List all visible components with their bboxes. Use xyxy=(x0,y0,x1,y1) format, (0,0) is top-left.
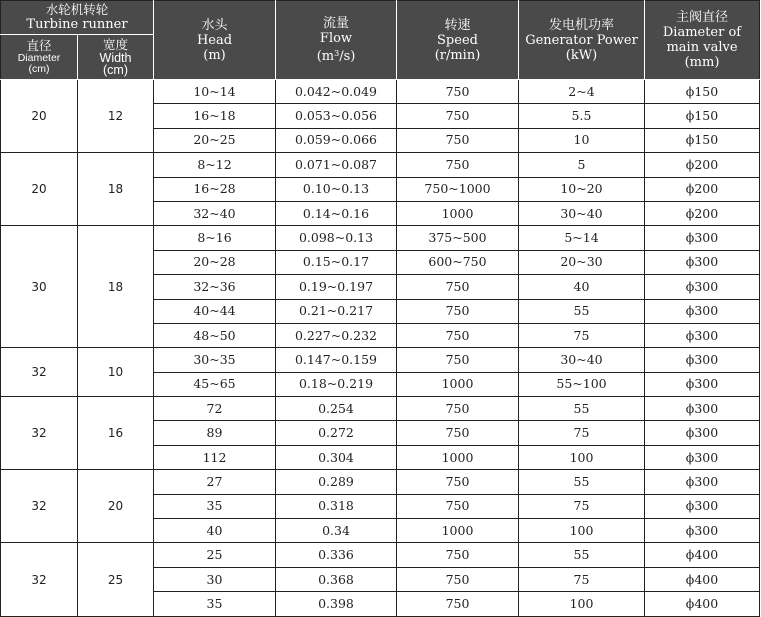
valve-cell: ϕ300 xyxy=(645,470,760,494)
flow-cell: 0.042~0.049 xyxy=(276,80,397,104)
header-flow-unit-post: /s) xyxy=(339,49,356,64)
valve-cell: ϕ200 xyxy=(645,153,760,177)
speed-cell: 750 xyxy=(397,567,519,591)
head-cell: 16~18 xyxy=(154,104,276,128)
valve-cell: ϕ150 xyxy=(645,128,760,152)
runner-width-cell: 12 xyxy=(78,80,154,153)
power-cell: 40 xyxy=(519,275,645,299)
speed-cell: 750 xyxy=(397,275,519,299)
table-row xyxy=(1,80,760,104)
head-cell: 10~14 xyxy=(154,80,276,104)
runner-width-cell: 10 xyxy=(78,348,154,397)
runner-width-cell: 18 xyxy=(78,226,154,348)
flow-cell: 0.289 xyxy=(276,470,397,494)
flow-cell: 0.18~0.219 xyxy=(276,372,397,396)
speed-cell: 750 xyxy=(397,397,519,421)
runner-width-cell: 25 xyxy=(78,543,154,616)
table-row xyxy=(1,543,760,567)
head-cell: 40~44 xyxy=(154,299,276,323)
header-power-zh: 发电机功率 xyxy=(548,17,614,33)
flow-cell: 0.14~0.16 xyxy=(276,201,397,225)
flow-cell: 0.071~0.087 xyxy=(276,153,397,177)
runner-width-cell: 16 xyxy=(78,397,154,470)
header-head-unit: (m) xyxy=(203,47,226,63)
runner-diameter-cell: 32 xyxy=(1,348,78,397)
flow-cell: 0.272 xyxy=(276,421,397,445)
power-cell: 20~30 xyxy=(519,250,645,274)
head-cell: 30~35 xyxy=(154,348,276,372)
valve-cell: ϕ400 xyxy=(645,592,760,616)
header-runner-zh: 水轮机转轮 xyxy=(45,2,109,17)
runner-width-cell: 20 xyxy=(78,470,154,543)
power-cell: 5 xyxy=(519,153,645,177)
header-diameter xyxy=(1,35,78,80)
speed-cell: 750 xyxy=(397,494,519,518)
power-cell: 55 xyxy=(519,470,645,494)
header-head xyxy=(154,1,276,80)
head-cell: 45~65 xyxy=(154,372,276,396)
header-width-unit: (cm) xyxy=(103,63,128,77)
power-cell: 30~40 xyxy=(519,201,645,225)
head-cell: 20~25 xyxy=(154,128,276,152)
header-power-en: Generator Power xyxy=(525,32,638,48)
header-flow xyxy=(276,1,397,80)
header-speed-en: Speed xyxy=(437,32,478,48)
head-cell: 35 xyxy=(154,494,276,518)
header-speed xyxy=(397,1,519,80)
flow-cell: 0.368 xyxy=(276,567,397,591)
runner-diameter-cell: 32 xyxy=(1,397,78,470)
head-cell: 48~50 xyxy=(154,323,276,347)
valve-cell: ϕ300 xyxy=(645,494,760,518)
header-speed-zh: 转速 xyxy=(444,17,471,33)
valve-cell: ϕ300 xyxy=(645,275,760,299)
speed-cell: 1000 xyxy=(397,445,519,469)
table-row xyxy=(1,153,760,177)
power-cell: 100 xyxy=(519,445,645,469)
power-cell: 55 xyxy=(519,397,645,421)
header-diameter-zh: 直径 xyxy=(26,38,52,53)
header-flow-en: Flow xyxy=(319,31,353,46)
speed-cell: 750 xyxy=(397,80,519,104)
header-flow-unit xyxy=(276,46,396,64)
valve-cell: ϕ400 xyxy=(645,543,760,567)
speed-cell: 750 xyxy=(397,470,519,494)
head-cell: 35 xyxy=(154,592,276,616)
header-width-en: Width xyxy=(99,51,132,65)
speed-cell: 375~500 xyxy=(397,226,519,250)
runner-diameter-cell: 20 xyxy=(1,153,78,226)
speed-cell: 750 xyxy=(397,348,519,372)
head-cell: 16~28 xyxy=(154,177,276,201)
power-cell: 55~100 xyxy=(519,372,645,396)
power-cell: 75 xyxy=(519,494,645,518)
speed-cell: 1000 xyxy=(397,372,519,396)
table-header xyxy=(1,1,760,80)
header-generator-power xyxy=(519,1,645,80)
head-cell: 32~36 xyxy=(154,275,276,299)
runner-diameter-cell: 32 xyxy=(1,543,78,616)
head-cell: 8~16 xyxy=(154,226,276,250)
power-cell: 10 xyxy=(519,128,645,152)
speed-cell: 1000 xyxy=(397,201,519,225)
header-valve-en1: Diameter of xyxy=(662,25,742,40)
valve-cell: ϕ200 xyxy=(645,201,760,225)
flow-cell: 0.254 xyxy=(276,397,397,421)
power-cell: 100 xyxy=(519,519,645,543)
valve-cell: ϕ300 xyxy=(645,421,760,445)
table-row xyxy=(1,397,760,421)
header-runner-en: Turbine runner xyxy=(26,17,128,32)
flow-cell: 0.318 xyxy=(276,494,397,518)
power-cell: 5~14 xyxy=(519,226,645,250)
flow-cell: 0.34 xyxy=(276,519,397,543)
head-cell: 32~40 xyxy=(154,201,276,225)
valve-cell: ϕ300 xyxy=(645,445,760,469)
flow-cell: 0.398 xyxy=(276,592,397,616)
header-speed-unit: (r/min) xyxy=(434,47,481,63)
runner-diameter-cell: 30 xyxy=(1,226,78,348)
header-flow-zh: 流量 xyxy=(322,16,349,31)
valve-cell: ϕ150 xyxy=(645,104,760,128)
runner-diameter-cell: 20 xyxy=(1,80,78,153)
valve-cell: ϕ300 xyxy=(645,519,760,543)
power-cell: 30~40 xyxy=(519,348,645,372)
table-body xyxy=(1,80,760,617)
head-cell: 20~28 xyxy=(154,250,276,274)
speed-cell: 750 xyxy=(397,421,519,445)
power-cell: 75 xyxy=(519,323,645,347)
valve-cell: ϕ300 xyxy=(645,250,760,274)
power-cell: 10~20 xyxy=(519,177,645,201)
header-valve-unit: (mm) xyxy=(684,55,720,70)
header-power-unit: (kW) xyxy=(565,47,598,63)
header-valve-en2: main valve xyxy=(666,40,738,55)
header-head-zh: 水头 xyxy=(201,17,228,33)
header-width-zh: 宽度 xyxy=(102,37,128,52)
header-flow-unit-pre: (m xyxy=(316,49,335,64)
runner-diameter-cell: 32 xyxy=(1,470,78,543)
head-cell: 30 xyxy=(154,567,276,591)
header-diameter-en: Diameter xyxy=(17,52,61,64)
header-turbine-runner xyxy=(1,1,154,35)
header-main-valve xyxy=(645,1,760,80)
power-cell: 55 xyxy=(519,299,645,323)
valve-cell: ϕ300 xyxy=(645,323,760,347)
head-cell: 27 xyxy=(154,470,276,494)
table-row xyxy=(1,348,760,372)
speed-cell: 750 xyxy=(397,153,519,177)
header-head-en: Head xyxy=(196,32,233,48)
valve-cell: ϕ300 xyxy=(645,397,760,421)
speed-cell: 750 xyxy=(397,299,519,323)
flow-cell: 0.15~0.17 xyxy=(276,250,397,274)
speed-cell: 600~750 xyxy=(397,250,519,274)
power-cell: 100 xyxy=(519,592,645,616)
flow-cell: 0.21~0.217 xyxy=(276,299,397,323)
flow-cell: 0.147~0.159 xyxy=(276,348,397,372)
valve-cell: ϕ300 xyxy=(645,348,760,372)
head-cell: 112 xyxy=(154,445,276,469)
head-cell: 8~12 xyxy=(154,153,276,177)
speed-cell: 750 xyxy=(397,104,519,128)
flow-cell: 0.053~0.056 xyxy=(276,104,397,128)
speed-cell: 1000 xyxy=(397,519,519,543)
flow-cell: 0.19~0.197 xyxy=(276,275,397,299)
power-cell: 55 xyxy=(519,543,645,567)
valve-cell: ϕ150 xyxy=(645,80,760,104)
valve-cell: ϕ200 xyxy=(645,177,760,201)
flow-cell: 0.059~0.066 xyxy=(276,128,397,152)
table-row xyxy=(1,470,760,494)
speed-cell: 750 xyxy=(397,128,519,152)
flow-cell: 0.098~0.13 xyxy=(276,226,397,250)
speed-cell: 750 xyxy=(397,543,519,567)
valve-cell: ϕ300 xyxy=(645,226,760,250)
flow-cell: 0.336 xyxy=(276,543,397,567)
header-diameter-unit: (cm) xyxy=(28,63,50,75)
speed-cell: 750~1000 xyxy=(397,177,519,201)
power-cell: 2~4 xyxy=(519,80,645,104)
valve-cell: ϕ300 xyxy=(645,372,760,396)
speed-cell: 750 xyxy=(397,323,519,347)
head-cell: 89 xyxy=(154,421,276,445)
valve-cell: ϕ300 xyxy=(645,299,760,323)
runner-width-cell: 18 xyxy=(78,153,154,226)
header-width xyxy=(78,35,154,80)
speed-cell: 750 xyxy=(397,592,519,616)
power-cell: 5.5 xyxy=(519,104,645,128)
head-cell: 72 xyxy=(154,397,276,421)
header-valve-zh: 主阀直径 xyxy=(675,10,728,25)
power-cell: 75 xyxy=(519,567,645,591)
head-cell: 25 xyxy=(154,543,276,567)
power-cell: 75 xyxy=(519,421,645,445)
flow-cell: 0.227~0.232 xyxy=(276,323,397,347)
valve-cell: ϕ400 xyxy=(645,567,760,591)
flow-cell: 0.304 xyxy=(276,445,397,469)
head-cell: 40 xyxy=(154,519,276,543)
table-row xyxy=(1,226,760,250)
flow-cell: 0.10~0.13 xyxy=(276,177,397,201)
header-flow-unit-sup: 3 xyxy=(334,49,340,58)
